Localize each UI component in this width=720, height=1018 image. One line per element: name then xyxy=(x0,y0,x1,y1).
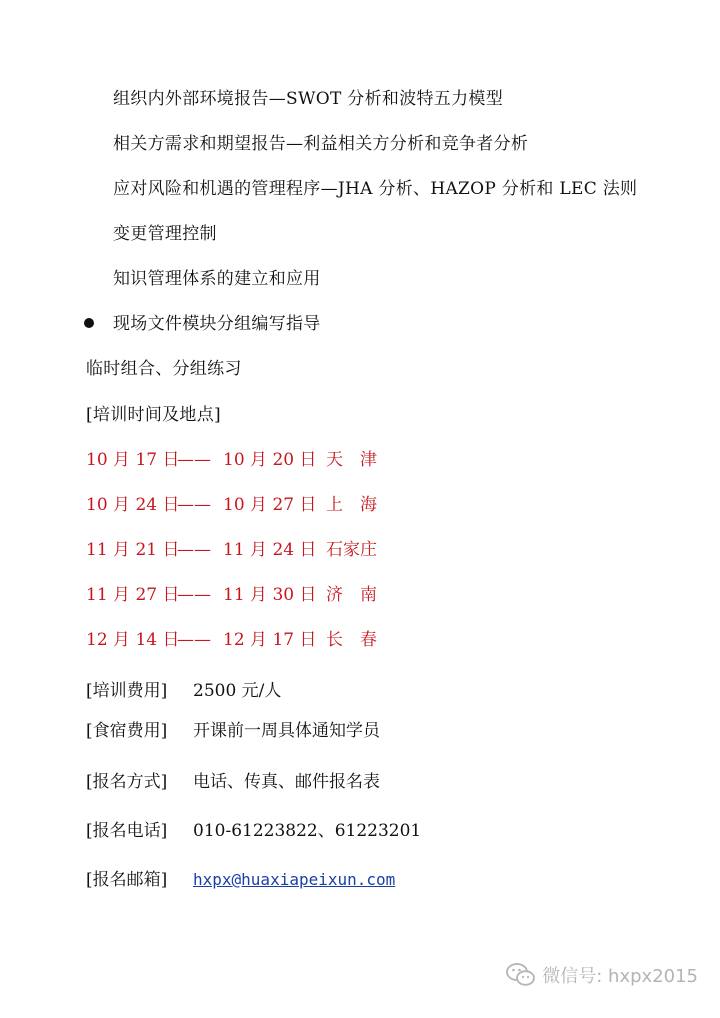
schedule-row xyxy=(86,494,396,516)
course-item-change: 变更管理控制 xyxy=(113,224,217,244)
schedule-end-date: 11 月 24 日 xyxy=(223,540,317,560)
schedule-row xyxy=(86,584,396,606)
lodging-label: [食宿费用] xyxy=(86,721,168,741)
fee-label: [培训费用] xyxy=(86,681,168,701)
fee-value: 2500 元/人 xyxy=(193,681,282,701)
schedule-end-date: 10 月 27 日 xyxy=(223,495,317,515)
bullet-item-text: 现场文件模块分组编写指导 xyxy=(113,314,321,334)
signup-phone-label: [报名电话] xyxy=(86,821,168,841)
schedule-dash: —— xyxy=(177,585,211,605)
course-item-stakeholder: 相关方需求和期望报告—利益相关方分析和竞争者分析 xyxy=(113,134,529,154)
signup-email-line xyxy=(86,869,395,891)
fee-line xyxy=(86,680,281,702)
schedule-end-date: 12 月 17 日 xyxy=(223,630,317,650)
bullet-dot xyxy=(84,318,94,328)
wechat-id-text: 微信号: hxpx2015 xyxy=(542,966,698,987)
schedule-end-date: 10 月 20 日 xyxy=(223,450,317,470)
schedule-city: 石家庄 xyxy=(326,540,377,560)
schedule-dash: —— xyxy=(177,495,211,515)
schedule-heading: [培训时间及地点] xyxy=(86,405,221,425)
signup-method-line xyxy=(86,771,380,793)
schedule-dash: —— xyxy=(177,630,211,650)
signup-email-link[interactable]: hxpx@huaxiapeixun.com xyxy=(193,870,396,889)
schedule-start-date: 10 月 24 日 xyxy=(86,495,180,515)
wechat-watermark xyxy=(506,962,698,988)
lodging-line xyxy=(86,720,380,742)
schedule-row xyxy=(86,449,396,471)
signup-method-value: 电话、传真、邮件报名表 xyxy=(193,772,380,792)
signup-email-label: [报名邮箱] xyxy=(86,870,168,890)
wechat-icon xyxy=(506,962,536,988)
schedule-start-date: 10 月 17 日 xyxy=(86,450,180,470)
schedule-start-date: 12 月 14 日 xyxy=(86,630,180,650)
schedule-row xyxy=(86,539,396,561)
course-item-swot: 组织内外部环境报告—SWOT 分析和波特五力模型 xyxy=(113,89,503,109)
schedule-city: 长 春 xyxy=(326,630,377,650)
schedule-dash: —— xyxy=(177,540,211,560)
signup-phone-line xyxy=(86,820,421,842)
schedule-city: 济 南 xyxy=(326,585,377,605)
schedule-start-date: 11 月 21 日 xyxy=(86,540,180,560)
schedule-city: 天 津 xyxy=(326,450,377,470)
course-item-risk: 应对风险和机遇的管理程序—JHA 分析、HAZOP 分析和 LEC 法则 xyxy=(113,179,638,199)
signup-method-label: [报名方式] xyxy=(86,772,168,792)
signup-phone-value: 010-61223822、61223201 xyxy=(193,821,422,841)
schedule-city: 上 海 xyxy=(326,495,377,515)
schedule-end-date: 11 月 30 日 xyxy=(223,585,317,605)
practice-text: 临时组合、分组练习 xyxy=(86,359,242,379)
schedule-start-date: 11 月 27 日 xyxy=(86,585,180,605)
schedule-row xyxy=(86,629,396,651)
course-item-knowledge: 知识管理体系的建立和应用 xyxy=(113,269,321,289)
lodging-value: 开课前一周具体通知学员 xyxy=(193,721,380,741)
schedule-dash: —— xyxy=(177,450,211,470)
